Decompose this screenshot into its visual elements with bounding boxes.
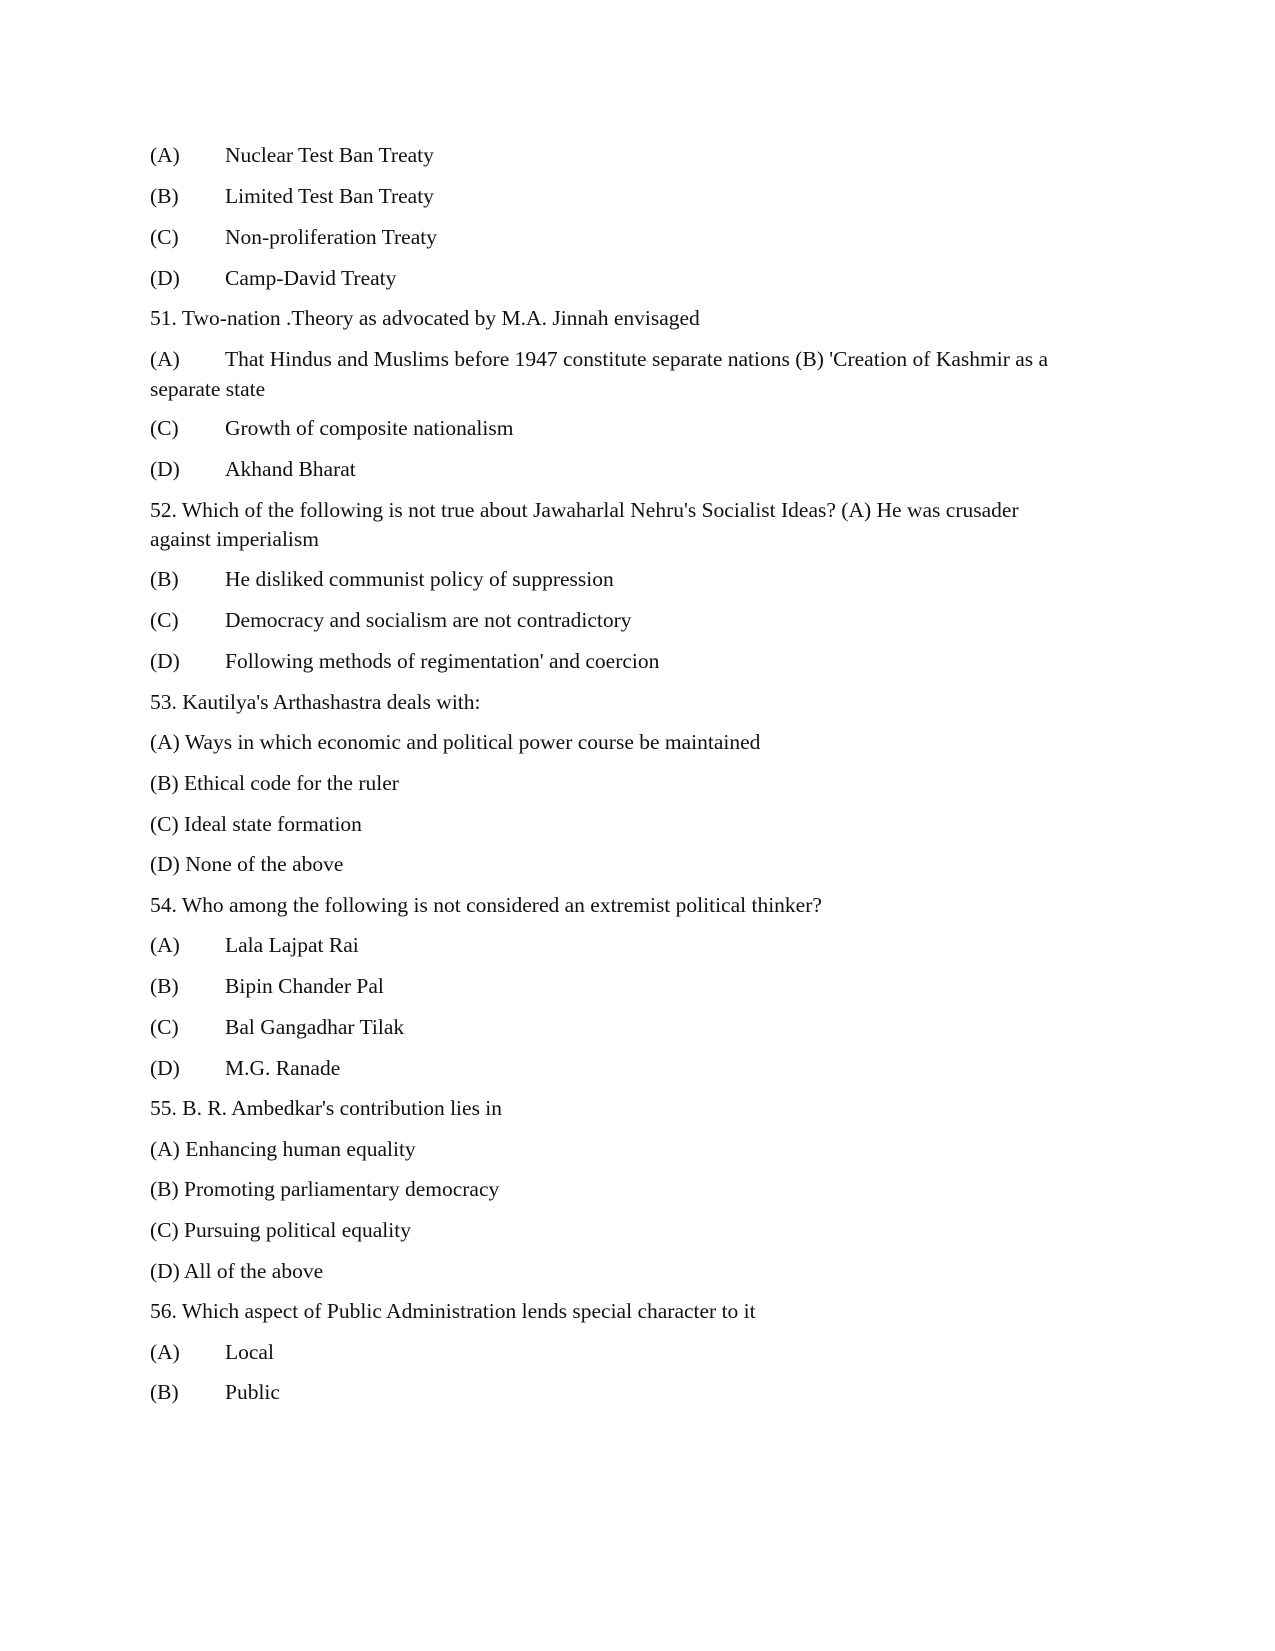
- q51-question: 51. Two-nation .Theory as advocated by M.A. Jinnah envisaged: [150, 306, 700, 330]
- option-label: (B): [150, 1380, 179, 1404]
- option-label: (B): [150, 974, 179, 998]
- option-text: Bipin Chander Pal: [225, 974, 384, 998]
- q53-option-d: (D) None of the above: [150, 852, 344, 876]
- option-label: (A): [150, 933, 180, 957]
- option-label: (D): [150, 1056, 180, 1080]
- option-text: Growth of composite nationalism: [225, 416, 514, 440]
- q55-question: 55. B. R. Ambedkar's contribution lies in: [150, 1096, 503, 1120]
- option-label: (D): [150, 266, 180, 290]
- option-text: Lala Lajpat Rai: [225, 933, 359, 957]
- q53-option-a: (A) Ways in which economic and political power course be maintained: [150, 730, 761, 754]
- option-label: (C): [150, 1015, 179, 1039]
- option-label: (A): [150, 347, 180, 371]
- option-label: (D): [150, 457, 180, 481]
- q53-option-c: (C) Ideal state formation: [150, 812, 362, 836]
- q55-option-a: (A) Enhancing human equality: [150, 1137, 416, 1161]
- option-text: Democracy and socialism are not contradictory: [225, 608, 632, 632]
- q54-question: 54. Who among the following is not considered an extremist political thinker?: [150, 893, 822, 917]
- option-text: He disliked communist policy of suppression: [225, 567, 614, 591]
- q52-question-continued: against imperialism: [150, 527, 319, 551]
- option-label: (C): [150, 416, 179, 440]
- q55-option-d: (D) All of the above: [150, 1259, 324, 1283]
- option-label: (C): [150, 608, 179, 632]
- option-text: M.G. Ranade: [225, 1056, 341, 1080]
- option-text: Local: [225, 1340, 274, 1364]
- q52-question: 52. Which of the following is not true about Jawaharlal Nehru's Socialist Ideas? (A) He was crusader: [150, 498, 1019, 522]
- option-text: That Hindus and Muslims before 1947 constitute separate nations (B) 'Creation of Kashmir as a: [225, 347, 1049, 371]
- option-text: Public: [225, 1380, 280, 1404]
- q55-option-c: (C) Pursuing political equality: [150, 1218, 411, 1242]
- option-label: (B): [150, 567, 179, 591]
- option-label: (A): [150, 1340, 180, 1364]
- option-text: Limited Test Ban Treaty: [225, 184, 434, 208]
- option-text: Following methods of regimentation' and coercion: [225, 649, 660, 673]
- option-label: (D): [150, 649, 180, 673]
- option-label: (A): [150, 143, 180, 167]
- option-label: (C): [150, 225, 179, 249]
- q53-question: 53. Kautilya's Arthashastra deals with:: [150, 690, 481, 714]
- option-label: (B): [150, 184, 179, 208]
- q53-option-b: (B) Ethical code for the ruler: [150, 771, 399, 795]
- q55-option-b: (B) Promoting parliamentary democracy: [150, 1177, 500, 1201]
- option-text: Nuclear Test Ban Treaty: [225, 143, 434, 167]
- q56-question: 56. Which aspect of Public Administration lends special character to it: [150, 1299, 756, 1323]
- q51-option-a-continued: separate state: [150, 377, 266, 401]
- option-text: Camp-David Treaty: [225, 266, 397, 290]
- option-text: Bal Gangadhar Tilak: [225, 1015, 405, 1039]
- option-text: Akhand Bharat: [225, 457, 356, 481]
- option-text: Non-proliferation Treaty: [225, 225, 437, 249]
